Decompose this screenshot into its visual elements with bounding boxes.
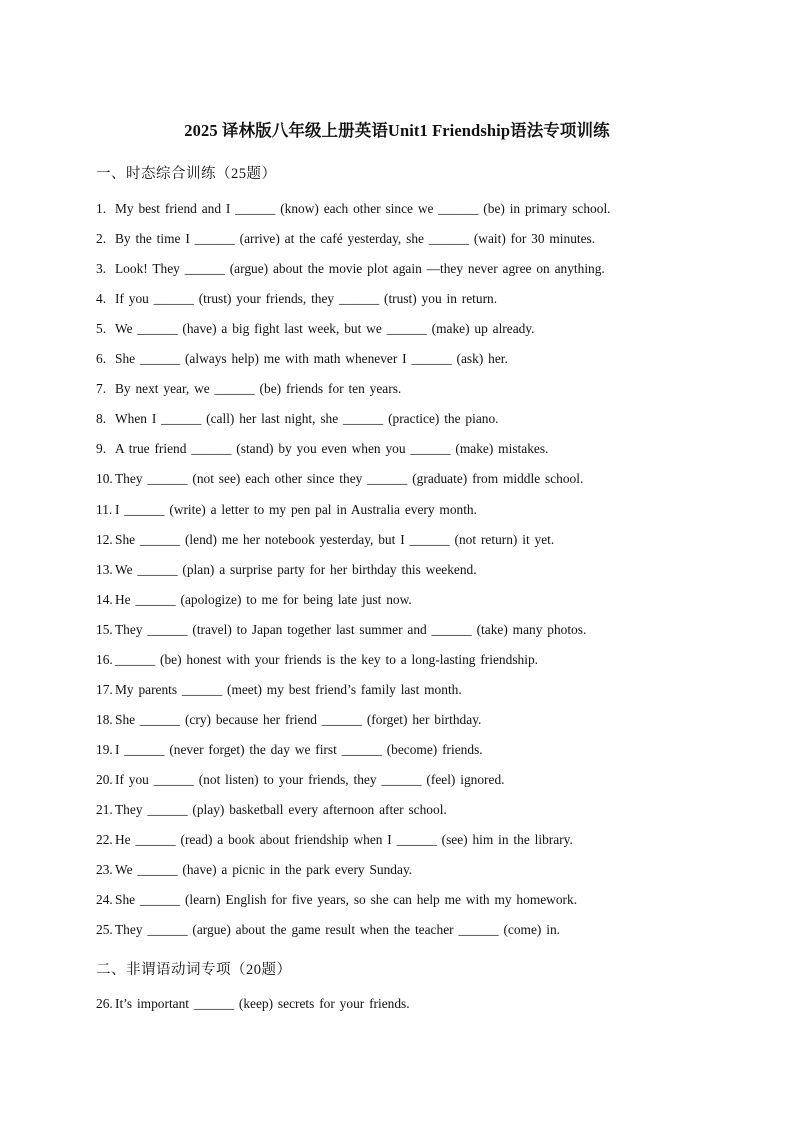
section-heading: 二、非谓语动词专项（20题） [96,962,292,978]
question-text: It’s important ______ (keep) secrets for your friends. [115,996,410,1011]
question-item [96,291,497,307]
question-item [96,441,548,457]
question-item [96,652,538,668]
question-number: 14. [96,591,113,607]
question-item [96,562,477,578]
question-item [96,532,554,548]
question-number: 4. [96,291,107,307]
question-number: 3. [96,261,107,277]
question-item [96,832,573,848]
question-item [96,351,508,367]
question-number: 25. [96,922,113,938]
question-number: 5. [96,321,107,337]
section-heading: 一、时态综合训练（25题） [96,166,277,182]
question-text: They ______ (argue) about the game result when the teacher ______ (come) in. [115,922,560,938]
question-number: 24. [96,892,113,908]
question-number: 11. [96,501,113,517]
question-number: 12. [96,531,113,547]
question-item [96,862,412,878]
question-item [96,802,447,818]
question-text: She ______ (lend) me her notebook yesterday, but I ______ (not return) it yet. [115,531,555,547]
question-text: Look! They ______ (argue) about the movie plot again —they never agree on anything. [115,261,605,277]
question-text: She ______ (cry) because her friend ______ (forget) her birthday. [115,711,482,727]
question-number: 6. [96,351,107,367]
question-number: 22. [96,832,113,848]
question-number: 2. [96,231,107,247]
question-text: I ______ (write) a letter to my pen pal in Australia every month. [115,501,477,517]
question-text: She ______ (always help) me with math whenever I ______ (ask) her. [115,351,508,367]
question-text: If you ______ (trust) your friends, they ______ (trust) you in return. [115,291,498,307]
question-item [96,682,462,698]
question-text: They ______ (play) basketball every afternoon after school. [115,802,447,817]
question-number: 19. [96,741,113,757]
question-text: My best friend and I ______ (know) each other since we ______ (be) in primary school. [115,201,611,216]
question-text: We ______ (have) a big fight last week, but we ______ (make) up already. [115,321,535,337]
question-text: They ______ (travel) to Japan together last summer and ______ (take) many photos. [115,621,587,637]
question-text: We ______ (have) a picnic in the park every Sunday. [115,862,413,878]
question-item [96,996,410,1012]
question-text: By next year, we ______ (be) friends for ten years. [115,381,402,397]
question-text: They ______ (not see) each other since they ______ (graduate) from middle school. [115,471,584,487]
page-title: 2025 译林版八年级上册英语Unit1 Friendship语法专项训练 [184,121,610,140]
question-item [96,742,483,758]
question-text: He ______ (apologize) to me for being late just now. [115,591,412,607]
question-number: 9. [96,441,107,457]
question-item [96,502,477,518]
question-item [96,231,595,247]
question-number: 20. [96,771,113,787]
question-number: 8. [96,411,107,427]
question-item [96,772,505,788]
question-text: We ______ (plan) a surprise party for her birthday this weekend. [115,561,477,577]
question-text: If you ______ (not listen) to your friends, they ______ (feel) ignored. [115,771,505,787]
question-number: 7. [96,381,107,397]
question-item [96,712,481,728]
question-number: 1. [96,201,107,216]
question-text: A true friend ______ (stand) by you even when you ______ (make) mistakes. [115,441,549,457]
question-text: My parents ______ (meet) my best friend’s family last month. [115,681,462,697]
question-text: ______ (be) honest with your friends is the key to a long-lasting friendship. [115,651,538,667]
question-item [96,471,583,487]
question-number: 16. [96,651,113,667]
question-text: When I ______ (call) her last night, she ______ (practice) the piano. [115,411,499,427]
question-number: 26. [96,996,113,1011]
question-number: 23. [96,862,113,878]
question-item [96,321,535,337]
question-text: I ______ (never forget) the day we first ______ (become) friends. [115,741,483,757]
question-item [96,201,611,217]
question-number: 10. [96,471,113,487]
question-number: 18. [96,711,113,727]
question-number: 15. [96,621,113,637]
question-item [96,892,577,908]
question-item [96,592,412,608]
question-item [96,261,605,277]
question-item [96,622,586,638]
question-text: He ______ (read) a book about friendship when I ______ (see) him in the library. [115,832,573,848]
question-number: 13. [96,561,113,577]
question-number: 21. [96,802,113,817]
question-text: By the time I ______ (arrive) at the café yesterday, she ______ (wait) for 30 minutes. [115,231,596,247]
question-item [96,381,401,397]
question-number: 17. [96,681,113,697]
question-text: She ______ (learn) English for five years, so she can help me with my homework. [115,892,578,908]
question-item [96,411,499,427]
question-item [96,922,560,938]
